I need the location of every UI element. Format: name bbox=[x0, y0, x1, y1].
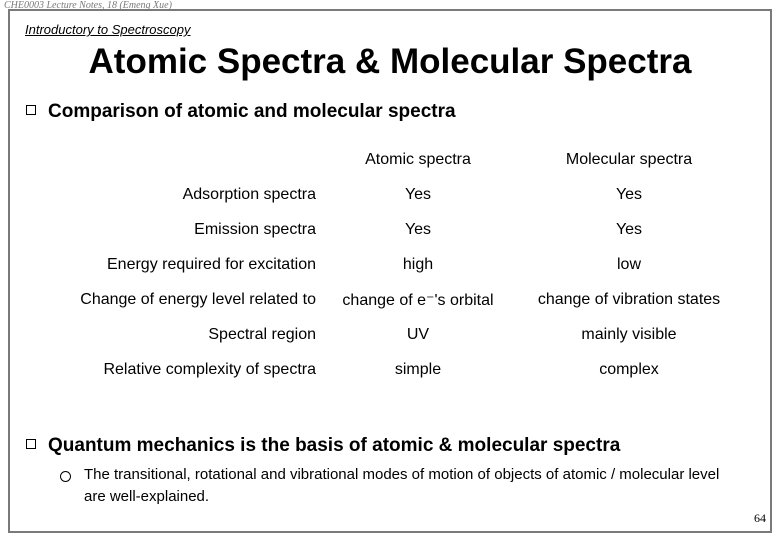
table-cell-molecular: low bbox=[616, 255, 641, 273]
table-row bbox=[37, 177, 742, 212]
table-row-label: Emission spectra bbox=[194, 220, 316, 238]
subject-heading: Introductory to Spectroscopy bbox=[25, 22, 191, 37]
table-cell-molecular: change of vibration states bbox=[537, 290, 721, 308]
table-corner-cell bbox=[37, 142, 320, 177]
slide-title: Atomic Spectra & Molecular Spectra bbox=[88, 42, 692, 81]
bullet-quantum bbox=[26, 435, 620, 457]
table-cell-atomic: simple bbox=[394, 360, 442, 378]
page-number: 64 bbox=[754, 511, 766, 525]
circle-bullet-icon bbox=[60, 471, 71, 482]
bullet-comparison bbox=[26, 101, 456, 123]
table-cell-atomic: UV bbox=[406, 325, 430, 343]
comparison-table bbox=[37, 142, 742, 387]
table-cell-atomic: change of e⁻'s orbital bbox=[342, 291, 494, 309]
table-cell-molecular: mainly visible bbox=[581, 325, 677, 343]
table-header-molecular: Molecular spectra bbox=[565, 150, 693, 168]
table-cell-molecular: Yes bbox=[615, 220, 643, 238]
table-cell-atomic: high bbox=[402, 255, 434, 273]
square-bullet-icon bbox=[26, 439, 36, 449]
table-row bbox=[37, 282, 742, 317]
table-cell-molecular: Yes bbox=[615, 185, 643, 203]
sub-bullet-text: The transitional, rotational and vibrational modes of motion of objects of atomic / molecular level are well-explained. bbox=[84, 466, 720, 505]
table-header-row bbox=[37, 142, 742, 177]
table-row bbox=[37, 317, 742, 352]
table-row-label: Spectral region bbox=[208, 325, 316, 343]
table-row-label: Adsorption spectra bbox=[182, 185, 316, 203]
table-header-atomic: Atomic spectra bbox=[365, 150, 471, 168]
table-row-label: Relative complexity of spectra bbox=[103, 360, 316, 378]
table-cell-atomic: Yes bbox=[404, 185, 432, 203]
bullet-text: Quantum mechanics is the basis of atomic & molecular spectra bbox=[48, 435, 621, 456]
bullet-text: Comparison of atomic and molecular spectra bbox=[48, 101, 456, 122]
table-cell-molecular: complex bbox=[599, 360, 659, 378]
table-row bbox=[37, 352, 742, 387]
course-note: CHE0003 Lecture Notes, 18 (Emeng Xue) bbox=[4, 0, 172, 11]
table-row-label: Change of energy level related to bbox=[80, 290, 316, 308]
table-row bbox=[37, 247, 742, 282]
table-row-label: Energy required for excitation bbox=[107, 255, 316, 273]
table-row bbox=[37, 212, 742, 247]
square-bullet-icon bbox=[26, 105, 36, 115]
table-cell-atomic: Yes bbox=[404, 220, 432, 238]
